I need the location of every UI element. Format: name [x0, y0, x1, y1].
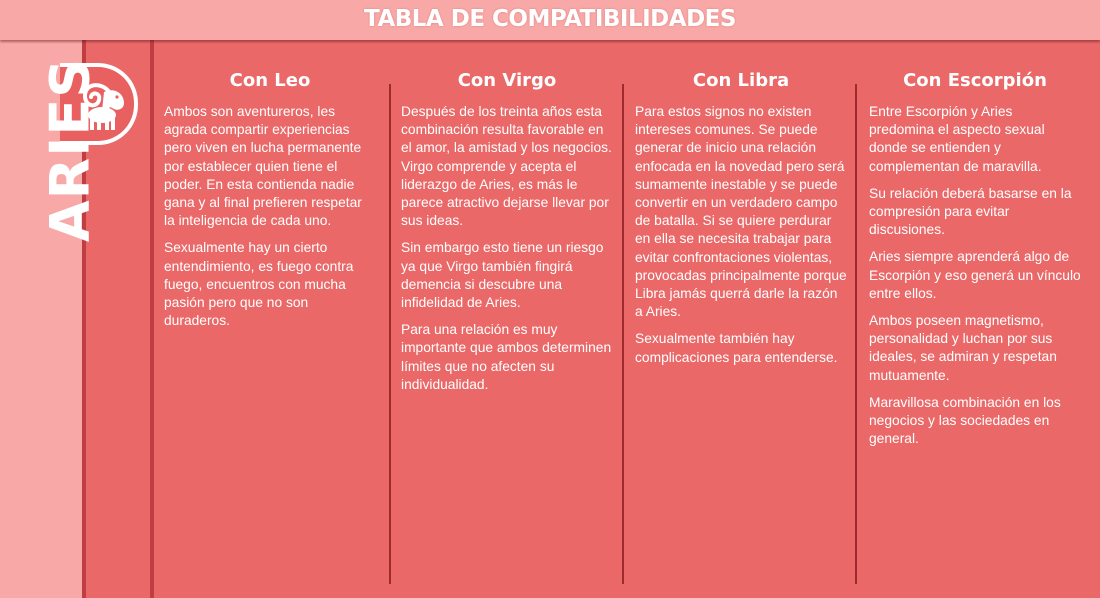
column-paragraph: Para una relación es muy importante que ambos determinen límites que no afecten su individualidad.: [401, 322, 612, 392]
column-paragraph: Sexualmente hay un cierto entendimiento, es fuego contra fuego, encuentros con mucha pasión pero que no son duraderos.: [164, 240, 354, 329]
page-title: TABLA DE COMPATIBILIDADES: [364, 6, 736, 32]
column-divider: [855, 84, 857, 584]
sign-title: ARIES: [38, 57, 102, 243]
column-paragraph: Su relación deberá basarse en la compresión para evitar discusiones.: [869, 185, 1072, 238]
column-divider: [622, 84, 624, 584]
column-paragraph: Entre Escorpión y Aries predomina el aspecto sexual donde se entienden y complementan de maravilla.: [869, 104, 1045, 174]
column-heading: Con Libra: [692, 70, 790, 91]
compat-column-libra: [635, 70, 847, 376]
column-paragraph: Ambos poseen magnetismo, personalidad y luchan por sus ideales, se admiran y respetan mutuamente.: [869, 313, 1057, 383]
column-heading: Con Escorpión: [903, 70, 1047, 91]
column-heading: Con Virgo: [457, 70, 557, 91]
column-paragraph: Maravillosa combinación en los negocios y las sociedades en general.: [869, 394, 1061, 447]
column-paragraph: Sin embargo esto tiene un riesgo ya que Virgo también fingirá demencia si descubre una infidelidad de Aries.: [401, 240, 604, 311]
column-paragraph: Ambos son aventureros, les agrada compartir experiencias pero viven en lucha permanente por establecer quien tiene el poder. En esta contienda nadie gana y al final prefieren respetar la inteligencia de cada uno.: [164, 104, 362, 229]
column-paragraph: Aries siempre aprenderá algo de Escorpión y eso generá un vínculo entre ellos.: [869, 249, 1081, 301]
compat-column-virgo: [401, 70, 613, 403]
column-paragraph: Después de los treinta años esta combinación resulta favorable en el amor, la amistad y los negocios. Virgo comprende y acepta el liderazgo de Aries, es más le parece atractivo dejarse llevar por sus ideas.: [401, 104, 612, 229]
column-divider: [389, 84, 391, 584]
compat-column-leo: [164, 70, 376, 339]
compat-column-escorpion: [869, 70, 1081, 457]
column-heading: Con Leo: [229, 70, 311, 91]
side-band: [150, 40, 154, 598]
column-paragraph: Sexualmente también hay complicaciones para entenderse.: [635, 331, 838, 365]
header-bar: [0, 0, 1100, 40]
column-paragraph: Para estos signos no existen intereses comunes. Se puede generar de inicio una relación enfocada en la novedad pero será sumamente inestable y se puede convertir en un verdadero campo de batalla. Si se quiere perdurar en ella se necesita trabajar para evitar confrontaciones violentas, provocadas principalmente porque Libra jamás querrá darle la razón a Aries.: [635, 104, 847, 320]
